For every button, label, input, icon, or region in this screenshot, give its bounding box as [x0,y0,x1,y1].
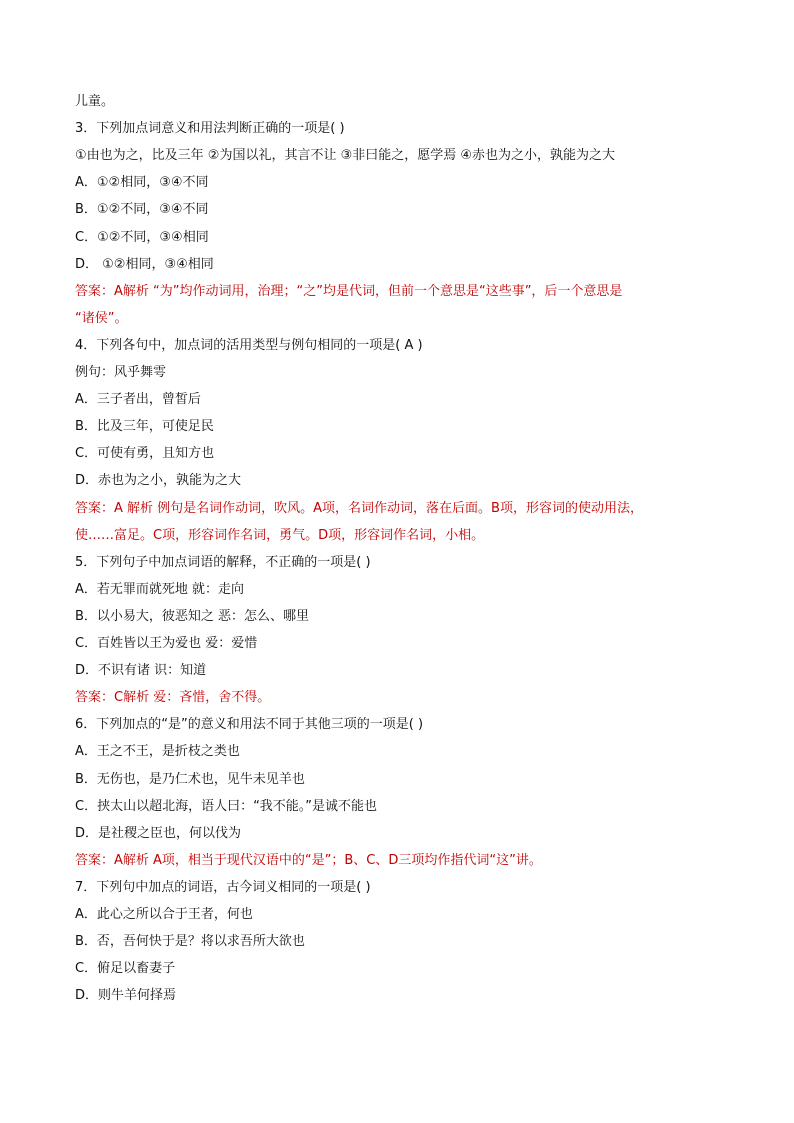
answer-line: 答案：A解析 A项，相当于现代汉语中的“是”；B、C、D三项均作指代词“这”讲。 [75,853,542,868]
option-line: D．则牛羊何择焉 [75,988,177,1003]
option-line: B．否，吾何快于是？将以求吾所大欲也 [75,934,305,949]
question-line: 3．下列加点词意义和用法判断正确的一项是( ) [75,121,345,136]
answer-line: 使……富足。C项，形容词作名词，勇气。D项，形容词作名词，小相。 [75,528,485,543]
option-line: C．①②不同，③④相同 [75,230,209,245]
text-line: ①由也为之，比及三年 ②为国以礼，其言不让 ③非曰能之，愿学焉 ④赤也为之小，孰能为之大 [75,148,616,163]
option-line: A．①②相同，③④不同 [75,175,209,190]
option-line: C．挟太山以超北海，语人曰：“我不能。”是诚不能也 [75,799,378,814]
answer-line: 答案：A解析 “为”均作动词用，治理；“之”均是代词，但前一个意思是“这些事”，后一个意思是 [75,284,623,299]
option-line: A．王之不王，是折枝之类也 [75,744,240,759]
answer-line: 答案：A 解析 例句是名词作动词，吹风。A项，名词作动词，落在后面。B项，形容词的使动用法， [75,501,643,516]
question-line: 4．下列各句中，加点词的活用类型与例句相同的一项是( A ) [75,338,423,353]
option-line: B．①②不同，③④不同 [75,202,209,217]
question-line: 5．下列句子中加点词语的解释，不正确的一项是( ) [75,555,371,570]
option-line: B．无伤也，是乃仁术也，见牛未见羊也 [75,772,305,787]
option-line: B．比及三年，可使足民 [75,419,214,434]
option-line: C．可使有勇，且知方也 [75,446,215,461]
option-line: D．赤也为之小，孰能为之大 [75,473,242,488]
option-line: D．是社稷之臣也，何以伐为 [75,826,242,841]
text-line: 例句：风乎舞雩 [75,365,167,380]
answer-line: “诸侯”。 [75,311,128,326]
option-line: D．不识有诸 识：知道 [75,663,207,678]
option-line: A．此心之所以合于王者，何也 [75,907,253,922]
option-line: D． ①②相同，③④相同 [75,257,214,272]
question-line: 6．下列加点的“是”的意义和用法不同于其他三项的一项是( ) [75,717,424,732]
option-line: A．三子者出，曾皙后 [75,392,201,407]
option-line: C．俯足以畜妻子 [75,961,176,976]
text-line: 儿童。 [75,94,115,109]
answer-line: 答案：C解析 爱：吝惜，舍不得。 [75,690,271,705]
question-line: 7．下列句中加点的词语，古今词义相同的一项是( ) [75,880,371,895]
option-line: C．百姓皆以王为爱也 爱：爱惜 [75,636,258,651]
option-line: A．若无罪而就死地 就：走向 [75,582,245,597]
option-line: B．以小易大，彼恶知之 恶：怎么、哪里 [75,609,310,624]
